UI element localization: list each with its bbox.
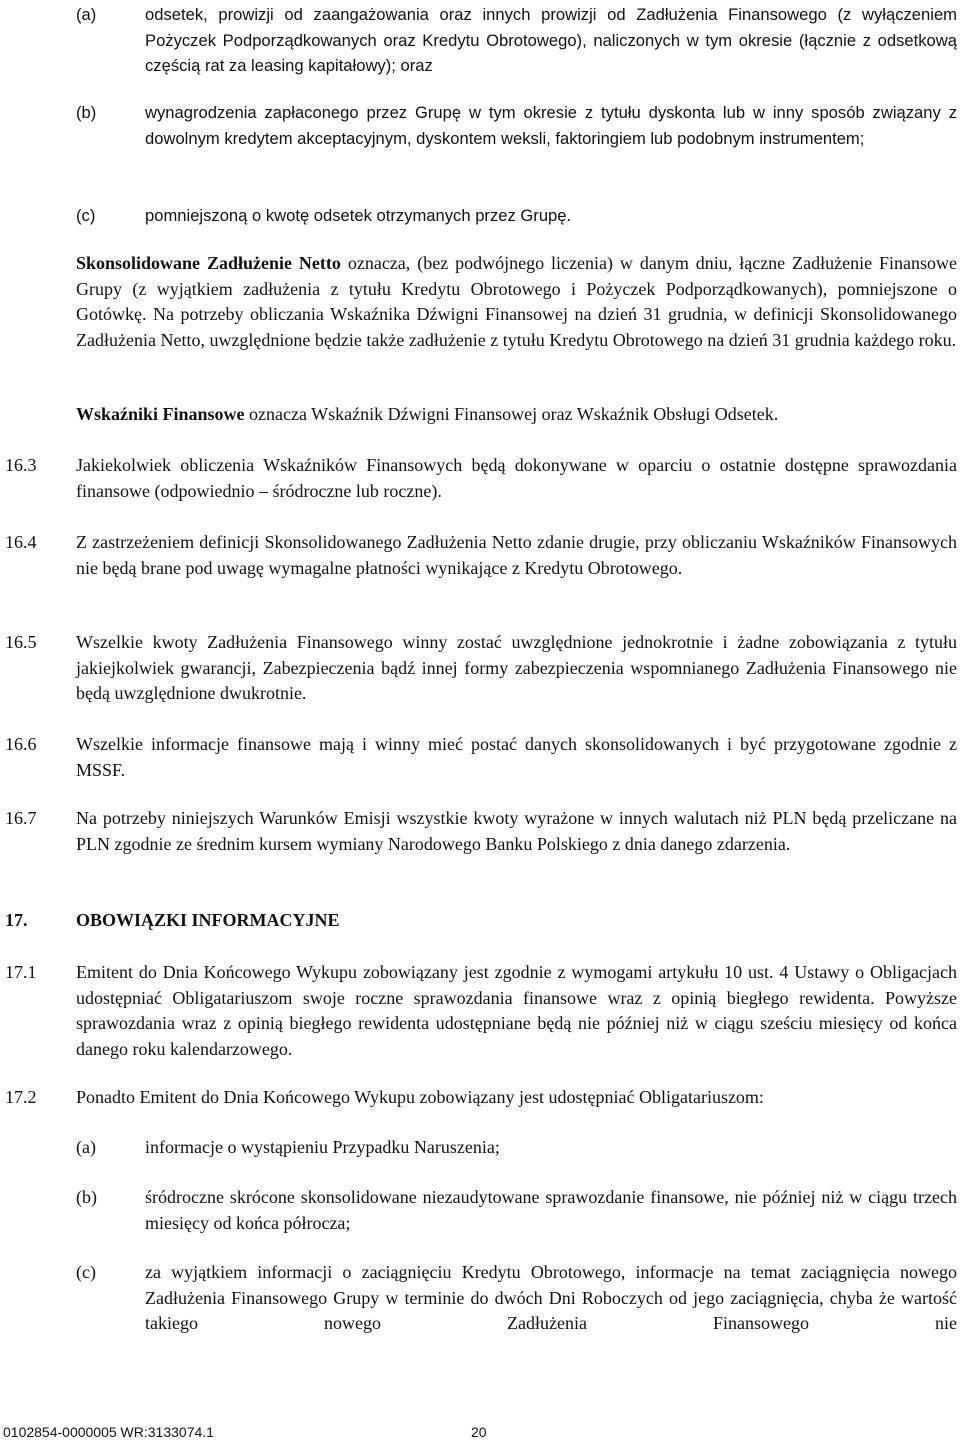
list-label: (c) — [76, 1262, 96, 1282]
list-label: (a) — [76, 1137, 96, 1157]
list-item: pomniejszoną o kwotę odsetek otrzymanych przez Grupę. — [145, 206, 572, 225]
definition-term: Skonsolidowane Zadłużenie Netto — [76, 253, 341, 273]
clause-text: Emitent do Dnia Końcowego Wykupu zobowiązany jest zgodnie z wymogami artykułu 10 ust. 4 Ustawy o Obligacjach udostępniać Obligatariuszom swoje roczne sprawozdania finansowe wraz z opinią biegłego rewidenta. Powyższe sprawozdania wraz z opinią biegłego rewidenta udostępniane będą nie później niż w ciągu sześciu miesięcy od końca danego roku kalendarzowego. — [76, 962, 957, 1059]
list-item: wynagrodzenia zapłaconego przez Grupę w tym okresie z tytułu dyskonta lub w inny sposób związany z dowolnym kredytem akceptacyjnym, dyskontem weksli, faktoringiem lub podobnym instrumentem; — [145, 103, 957, 148]
clause-text: Ponadto Emitent do Dnia Końcowego Wykupu zobowiązany jest udostępniać Obligatariuszom: — [76, 1087, 764, 1107]
page-number: 20 — [471, 1424, 487, 1440]
clause-number: 17.1 — [5, 962, 37, 982]
list-label: (c) — [76, 206, 96, 225]
section-number: 17. — [5, 910, 28, 930]
list-label: (b) — [76, 103, 97, 122]
clause-number: 16.5 — [5, 632, 37, 652]
clause-text: Jakiekolwiek obliczenia Wskaźników Finansowych będą dokonywane w oparciu o ostatnie dostępne sprawozdania finansowe (odpowiednio – śródroczne lub roczne). — [76, 455, 957, 501]
section-title: OBOWIĄZKI INFORMACYJNE — [76, 910, 340, 930]
clause-number: 16.7 — [5, 808, 37, 828]
definition-term: Wskaźniki Finansowe — [76, 404, 245, 424]
clause-number: 16.3 — [5, 455, 37, 475]
clause-text: Na potrzeby niniejszych Warunków Emisji wszystkie kwoty wyrażone w innych walutach niż PLN będą przeliczane na PLN zgodnie ze średnim kursem wymiany Narodowego Banku Polskiego z dnia danego zdarzenia. — [76, 808, 957, 854]
list-item: za wyjątkiem informacji o zaciągnięciu Kredytu Obrotowego, informacje na temat zaciągnięcia nowego Zadłużenia Finansowego Grupy w terminie do dwóch Dni Roboczych od jego zaciągnięcia, chyba że wartość takiego nowego Zadłużenia Finansowego nie — [145, 1262, 957, 1333]
list-item: odsetek, prowizji od zaangażowania oraz innych prowizji od Zadłużenia Finansowego (z wyłączeniem Pożyczek Podporządkowanych oraz Kredytu Obrotowego), naliczonych w tym okresie (łącznie z odsetkową częścią rat za leasing kapitałowy); oraz — [145, 5, 957, 75]
clause-text: Wszelkie informacje finansowe mają i winny mieć postać danych skonsolidowanych i być przygotowane zgodnie z MSSF. — [76, 734, 957, 780]
list-label: (a) — [76, 5, 97, 24]
clause-number: 16.4 — [5, 532, 37, 552]
clause-text: Z zastrzeżeniem definicji Skonsolidowanego Zadłużenia Netto zdanie drugie, przy obliczaniu Wskaźników Finansowych nie będą brane pod uwagę wymagalne płatności wynikające z Kredytu Obrotowego. — [76, 532, 957, 578]
list-item: informacje o wystąpieniu Przypadku Naruszenia; — [145, 1137, 500, 1157]
definition-paragraph — [76, 402, 957, 428]
definition-paragraph — [76, 251, 957, 353]
clause-number: 16.6 — [5, 734, 37, 754]
clause-number: 17.2 — [5, 1087, 37, 1107]
list-label: (b) — [76, 1187, 97, 1207]
list-item: śródroczne skrócone skonsolidowane niezaudytowane sprawozdanie finansowe, nie później niż w ciągu trzech miesięcy od końca półrocza; — [145, 1187, 957, 1233]
document-id: 0102854-0000005 WR:3133074.1 — [3, 1424, 214, 1440]
definition-text: oznacza, (bez podwójnego liczenia) w danym dniu, łączne Zadłużenie Finansowe Grupy (z wyjątkiem zadłużenia z tytułu Kredytu Obrotowego i Pożyczek Podporządkowanych), pomniejszone o Gotówkę. Na potrzeby obliczania Wskaźnika Dźwigni Finansowej na dzień 31 grudnia, w definicji Skonsolidowanego Zadłużenia Netto, uwzględnione będzie także zadłużenie z tytułu Kredytu Obrotowego na dzień 31 grudnia każdego roku. — [76, 253, 957, 350]
definition-text: oznacza Wskaźnik Dźwigni Finansowej oraz Wskaźnik Obsługi Odsetek. — [244, 404, 779, 424]
clause-text: Wszelkie kwoty Zadłużenia Finansowego winny zostać uwzględnione jednokrotnie i żadne zobowiązania z tytułu jakiejkolwiek gwarancji, Zabezpieczenia bądź innej formy zabezpieczenia wspomnianego Zadłużenia Finansowego nie będą uwzględnione dwukrotnie. — [76, 632, 957, 703]
